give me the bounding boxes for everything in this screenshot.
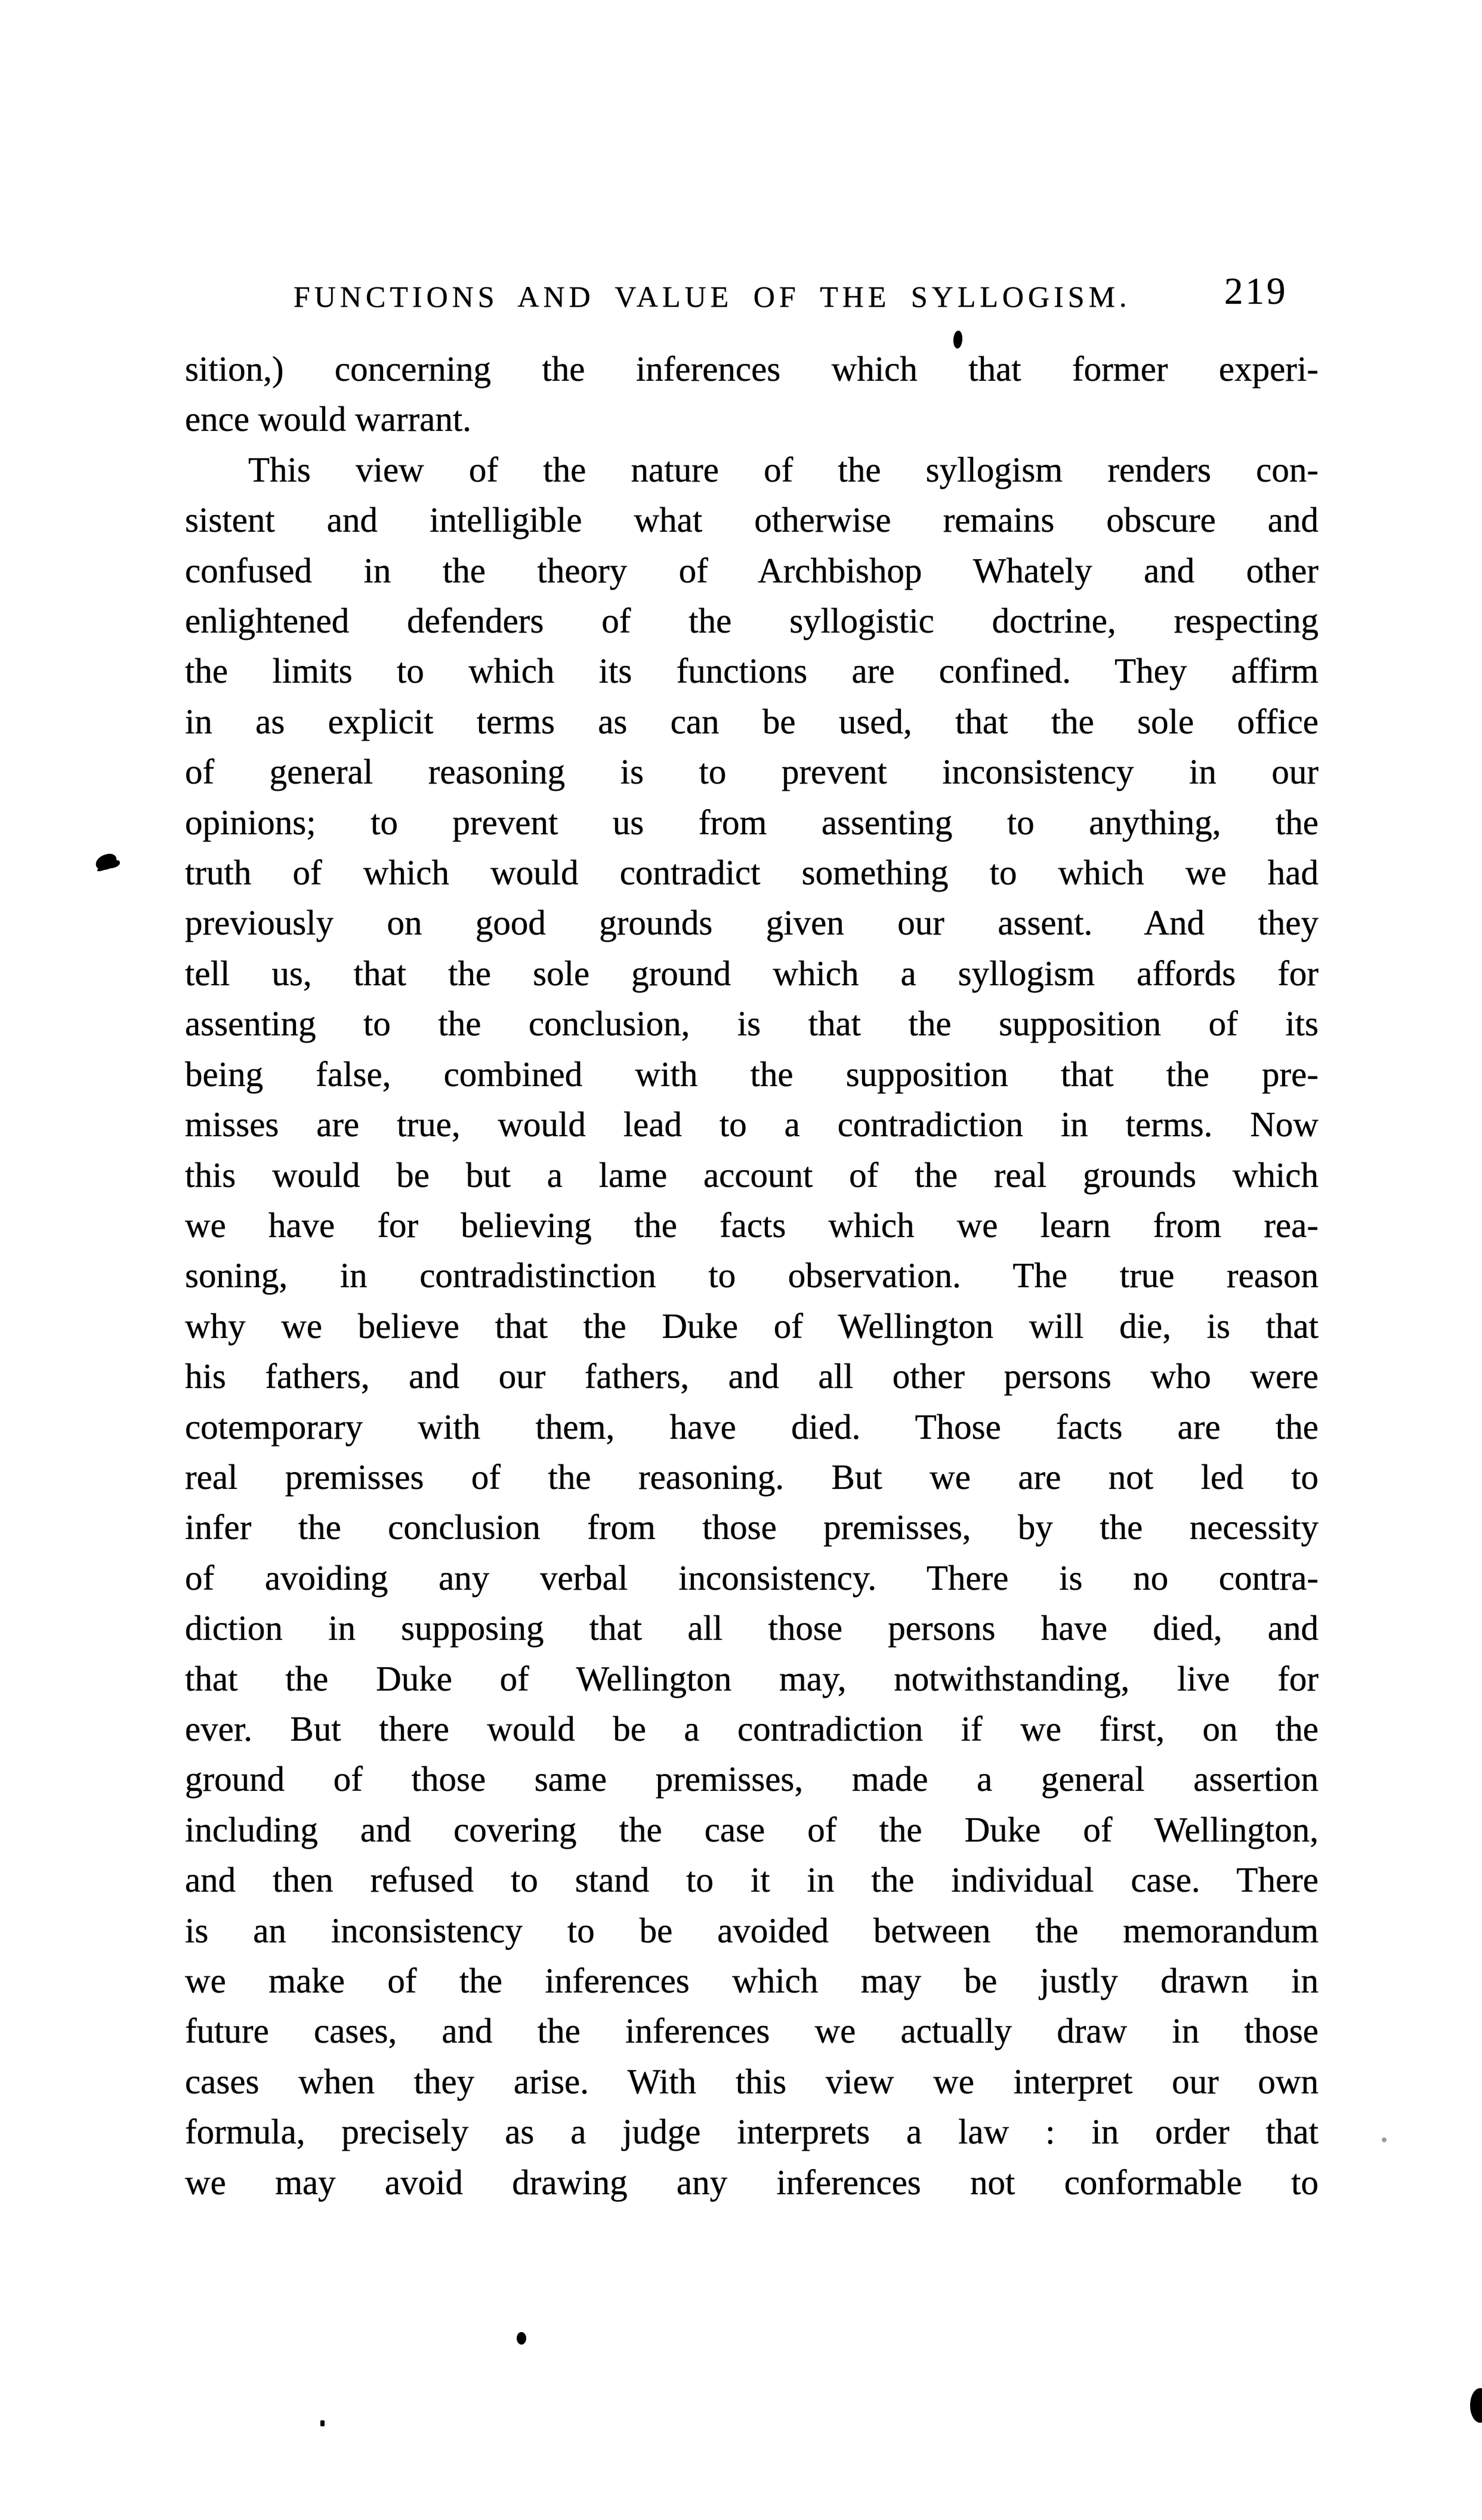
text-line: misses are true, would lead to a contradiction in terms. Now <box>185 1105 1319 1145</box>
text-line: infer the conclusion from those premisses, by the necessity <box>185 1507 1319 1547</box>
text-line: assenting to the conclusion, is that the supposition of its <box>185 1004 1319 1044</box>
text-line: being false, combined with the supposition that the pre- <box>185 1054 1319 1094</box>
text-line: opinions; to prevent us from assenting to anything, the <box>185 802 1319 842</box>
page-number: 219 <box>1224 270 1288 312</box>
text-line: future cases, and the inferences we actually draw in those <box>185 2011 1319 2051</box>
text-line: and then refused to stand to it in the individual case. There <box>185 1860 1319 1900</box>
text-line: sistent and intelligible what otherwise remains obscure and <box>185 500 1319 540</box>
text-line: why we believe that the Duke of Wellington will die, is that <box>185 1306 1319 1346</box>
text-line: ence would warrant. <box>185 399 471 439</box>
text-line: in as explicit terms as can be used, that the sole office <box>185 701 1319 741</box>
text-line: we have for believing the facts which we learn from rea- <box>185 1205 1319 1245</box>
ink-dot-bottom-center <box>517 2332 526 2345</box>
text-line: real premisses of the reasoning. But we are not led to <box>185 1457 1319 1497</box>
text-line: confused in the theory of Archbishop Whately and other <box>185 550 1319 590</box>
text-line: truth of which would contradict something to which we had <box>185 853 1319 893</box>
running-header-title: FUNCTIONS AND VALUE OF THE SYLLOGISM. <box>294 280 1131 313</box>
text-line: we make of the inferences which may be justly drawn in <box>185 1961 1319 2000</box>
text-line: this would be but a lame account of the real grounds which <box>185 1155 1319 1195</box>
ink-blob-left-margin <box>94 852 119 872</box>
text-line: previously on good grounds given our assent. And they <box>185 903 1319 943</box>
text-line: including and covering the case of the Duke of Wellington, <box>185 1809 1319 1849</box>
ink-speck-right-margin <box>1382 2137 1387 2142</box>
text-line: soning, in contradistinction to observation. The true reason <box>185 1256 1319 1296</box>
text-line: ever. But there would be a contradiction if we first, on the <box>185 1708 1319 1748</box>
text-line: of avoiding any verbal inconsistency. There is no contra- <box>185 1557 1319 1597</box>
text-line: of general reasoning is to prevent inconsistency in our <box>185 752 1319 792</box>
text-line: the limits to which its functions are confined. They affirm <box>185 651 1319 691</box>
text-line: diction in supposing that all those persons have died, and <box>185 1608 1319 1648</box>
ink-speck-bottom-left <box>320 2420 325 2426</box>
text-line: enlightened defenders of the syllogistic doctrine, respecting <box>185 601 1319 641</box>
text-line: that the Duke of Wellington may, notwithstanding, live for <box>185 1658 1319 1698</box>
text-line: ground of those same premisses, made a general assertion <box>185 1759 1319 1799</box>
text-line: tell us, that the sole ground which a syllogism affords for <box>185 953 1319 993</box>
text-line: formula, precisely as a judge interprets a law : in order that <box>185 2112 1319 2152</box>
text-line: is an inconsistency to be avoided between the memorandum <box>185 1910 1319 1950</box>
text-line: cotemporary with them, have died. Those facts are the <box>185 1406 1319 1446</box>
text-line: his fathers, and our fathers, and all other persons who were <box>185 1356 1319 1396</box>
ink-blob-right-edge <box>1470 2388 1482 2423</box>
text-line: This view of the nature of the syllogism renders con- <box>248 449 1319 489</box>
text-line: cases when they arise. With this view we interpret our own <box>185 2061 1319 2101</box>
text-line: sition,) concerning the inferences which that former experi- <box>185 349 1319 388</box>
text-block <box>185 344 1319 2207</box>
text-line: we may avoid drawing any inferences not conformable to <box>185 2162 1319 2202</box>
